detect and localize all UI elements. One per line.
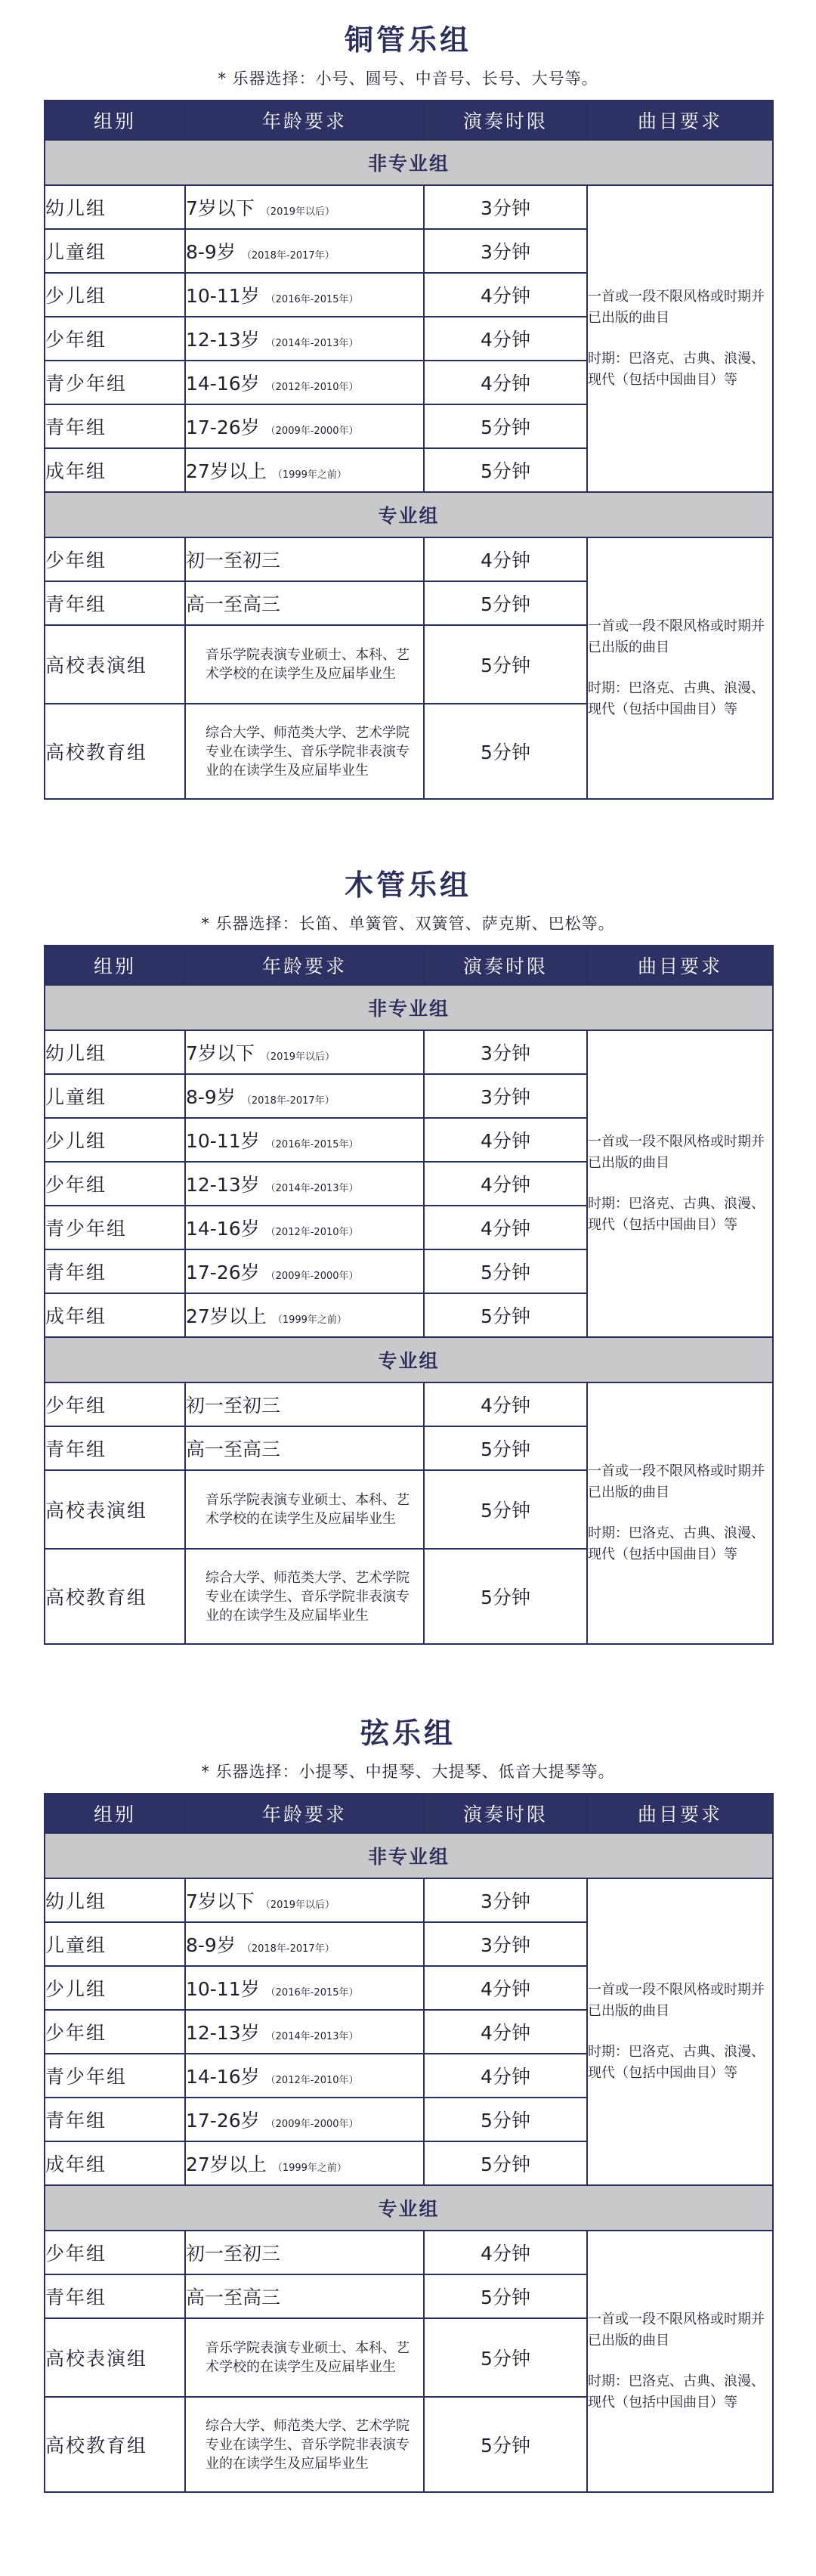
repertoire-text: 一首或一段不限风格或时期并已出版的曲目 xyxy=(588,618,765,655)
group-cell: 青年组 xyxy=(45,2274,185,2318)
age-cell xyxy=(185,1206,424,1249)
table-row xyxy=(45,537,773,581)
requirements-table xyxy=(44,945,774,1645)
age-cell xyxy=(185,185,424,229)
instrument-note: * 乐器选择：小号、圆号、中音号、长号、大号等。 xyxy=(218,70,598,88)
group-cell: 少年组 xyxy=(45,1382,185,1426)
duration-cell: 5分钟 xyxy=(424,2098,587,2141)
duration-cell: 5分钟 xyxy=(424,448,587,492)
duration-cell: 3分钟 xyxy=(424,185,587,229)
group-cell: 少年组 xyxy=(45,1162,185,1206)
age-text: 17-26岁 xyxy=(186,2110,260,2132)
age-text: 14-16岁 xyxy=(186,2066,260,2088)
column-header: 曲目要求 xyxy=(587,101,773,140)
category-band-nonpro: 非专业组 xyxy=(45,140,773,185)
group-cell: 儿童组 xyxy=(45,229,185,273)
section-title: 铜管乐组 xyxy=(344,23,471,57)
category-band-row xyxy=(45,985,773,1030)
repertoire-text: 一首或一段不限风格或时期并已出版的曲目 xyxy=(588,1134,765,1171)
group-cell: 儿童组 xyxy=(45,1922,185,1966)
group-cell: 幼儿组 xyxy=(45,185,185,229)
category-band-row xyxy=(45,1337,773,1382)
duration-cell: 5分钟 xyxy=(424,404,587,448)
table-row xyxy=(45,1030,773,1074)
duration-cell: 3分钟 xyxy=(424,1878,587,1922)
age-text: 27岁以上 xyxy=(186,1305,267,1327)
duration-cell: 3分钟 xyxy=(424,1030,587,1074)
age-text: 17-26岁 xyxy=(186,1262,260,1283)
column-header: 组别 xyxy=(45,101,185,140)
birth-years: （2009年-2000年） xyxy=(265,1271,359,1282)
age-cell: 初一至初三 xyxy=(185,537,424,581)
duration-cell: 4分钟 xyxy=(424,361,587,404)
category-band-pro: 专业组 xyxy=(45,1337,773,1382)
instrument-section xyxy=(0,17,816,848)
birth-years: （2016年-2015年） xyxy=(265,294,359,305)
group-cell: 少年组 xyxy=(45,2010,185,2054)
duration-cell: 4分钟 xyxy=(424,1118,587,1162)
age-text: 10-11岁 xyxy=(186,1978,260,2000)
age-text: 12-13岁 xyxy=(186,2022,260,2044)
group-cell: 少年组 xyxy=(45,317,185,361)
age-text: 12-13岁 xyxy=(186,1174,260,1196)
requirements-table xyxy=(44,1793,774,2493)
repertoire-periods: 时期：巴洛克、古典、浪漫、现代（包括中国曲目）等 xyxy=(588,1525,765,1562)
repertoire-cell xyxy=(587,537,773,799)
requirements-table xyxy=(44,100,774,800)
column-header: 演奏时限 xyxy=(424,101,587,140)
repertoire-text: 一首或一段不限风格或时期并已出版的曲目 xyxy=(588,289,765,326)
column-header: 年龄要求 xyxy=(185,1794,424,1833)
column-header: 演奏时限 xyxy=(424,1794,587,1833)
age-cell xyxy=(185,229,424,273)
age-cell xyxy=(185,404,424,448)
age-cell: 初一至初三 xyxy=(185,1382,424,1426)
duration-cell: 5分钟 xyxy=(424,2141,587,2185)
group-cell: 青年组 xyxy=(45,581,185,625)
group-cell: 少儿组 xyxy=(45,273,185,317)
group-cell: 成年组 xyxy=(45,448,185,492)
birth-years: （2016年-2015年） xyxy=(265,1987,359,1999)
column-header: 年龄要求 xyxy=(185,101,424,140)
age-cell xyxy=(185,1030,424,1074)
group-cell: 青年组 xyxy=(45,1426,185,1470)
age-text: 14-16岁 xyxy=(186,373,260,395)
age-cell xyxy=(185,1074,424,1118)
duration-cell: 4分钟 xyxy=(424,2054,587,2098)
category-band-row xyxy=(45,140,773,185)
duration-cell: 4分钟 xyxy=(424,2010,587,2054)
age-cell xyxy=(185,1878,424,1922)
repertoire-cell xyxy=(587,185,773,492)
group-cell: 成年组 xyxy=(45,1293,185,1337)
group-cell: 成年组 xyxy=(45,2141,185,2185)
repertoire-cell xyxy=(587,1382,773,1644)
age-text: 10-11岁 xyxy=(186,285,260,307)
category-band-pro: 专业组 xyxy=(45,492,773,537)
group-cell: 青少年组 xyxy=(45,2054,185,2098)
age-text: 27岁以上 xyxy=(186,2153,267,2175)
repertoire-text: 一首或一段不限风格或时期并已出版的曲目 xyxy=(588,1982,765,2019)
column-header: 年龄要求 xyxy=(185,946,424,985)
instrument-section xyxy=(0,1710,816,2541)
duration-cell: 5分钟 xyxy=(424,2397,587,2492)
header-row xyxy=(45,1794,773,1833)
group-cell: 高校教育组 xyxy=(45,1549,185,1644)
group-cell: 少年组 xyxy=(45,2231,185,2274)
age-text: 7岁以下 xyxy=(186,197,255,219)
birth-years: （2014年-2013年） xyxy=(265,338,359,349)
age-text: 7岁以下 xyxy=(186,1042,255,1064)
repertoire-cell xyxy=(587,1030,773,1337)
table-row xyxy=(45,185,773,229)
repertoire-text: 一首或一段不限风格或时期并已出版的曲目 xyxy=(588,2311,765,2348)
header-row xyxy=(45,101,773,140)
age-cell xyxy=(185,1293,424,1337)
age-cell xyxy=(185,361,424,404)
age-cell xyxy=(185,1922,424,1966)
column-header: 曲目要求 xyxy=(587,946,773,985)
group-cell: 少年组 xyxy=(45,537,185,581)
birth-years: （2014年-2013年） xyxy=(265,1183,359,1194)
duration-cell: 4分钟 xyxy=(424,317,587,361)
repertoire-periods: 时期：巴洛克、古典、浪漫、现代（包括中国曲目）等 xyxy=(588,2044,765,2081)
birth-years: （1999年之前） xyxy=(272,469,347,481)
age-text: 8-9岁 xyxy=(186,1934,236,1956)
duration-cell: 4分钟 xyxy=(424,273,587,317)
age-text: 17-26岁 xyxy=(186,416,260,438)
age-cell xyxy=(185,2098,424,2141)
category-band-nonpro: 非专业组 xyxy=(45,985,773,1030)
group-cell: 青年组 xyxy=(45,1249,185,1293)
group-cell: 幼儿组 xyxy=(45,1030,185,1074)
birth-years: （2019年以后） xyxy=(260,1051,335,1063)
age-text: 27岁以上 xyxy=(186,460,267,482)
birth-years: （1999年之前） xyxy=(272,2163,347,2174)
age-cell: 高一至高三 xyxy=(185,1426,424,1470)
repertoire-periods: 时期：巴洛克、古典、浪漫、现代（包括中国曲目）等 xyxy=(588,351,765,388)
birth-years: （2019年以后） xyxy=(260,206,335,218)
group-cell: 少儿组 xyxy=(45,1966,185,2010)
column-header: 组别 xyxy=(45,1794,185,1833)
column-header: 组别 xyxy=(45,946,185,985)
duration-cell: 5分钟 xyxy=(424,1293,587,1337)
birth-years: （2014年-2013年） xyxy=(265,2031,359,2042)
group-cell: 青少年组 xyxy=(45,1206,185,1249)
column-header: 演奏时限 xyxy=(424,946,587,985)
duration-cell: 3分钟 xyxy=(424,1074,587,1118)
duration-cell: 5分钟 xyxy=(424,2274,587,2318)
group-cell: 青少年组 xyxy=(45,361,185,404)
duration-cell: 4分钟 xyxy=(424,537,587,581)
duration-cell: 5分钟 xyxy=(424,581,587,625)
age-cell xyxy=(185,448,424,492)
age-text: 12-13岁 xyxy=(186,329,260,351)
age-cell: 综合大学、师范类大学、艺术学院专业在读学生、音乐学院非表演专业的在读学生及应届毕业生 xyxy=(185,1549,424,1644)
category-band-row xyxy=(45,492,773,537)
duration-cell: 3分钟 xyxy=(424,1922,587,1966)
duration-cell: 5分钟 xyxy=(424,625,587,704)
age-cell: 高一至高三 xyxy=(185,2274,424,2318)
age-cell xyxy=(185,2054,424,2098)
age-cell xyxy=(185,1249,424,1293)
birth-years: （2012年-2010年） xyxy=(265,1227,359,1238)
repertoire-periods: 时期：巴洛克、古典、浪漫、现代（包括中国曲目）等 xyxy=(588,680,765,717)
duration-cell: 4分钟 xyxy=(424,1206,587,1249)
birth-years: （2012年-2010年） xyxy=(265,382,359,393)
birth-years: （2018年-2017年） xyxy=(241,250,335,262)
instrument-note: * 乐器选择：小提琴、中提琴、大提琴、低音大提琴等。 xyxy=(201,1763,615,1781)
age-cell xyxy=(185,2141,424,2185)
duration-cell: 5分钟 xyxy=(424,1249,587,1293)
age-cell xyxy=(185,1118,424,1162)
header-row xyxy=(45,946,773,985)
repertoire-periods: 时期：巴洛克、古典、浪漫、现代（包括中国曲目）等 xyxy=(588,2373,765,2410)
age-text: 10-11岁 xyxy=(186,1130,260,1152)
duration-cell: 5分钟 xyxy=(424,1426,587,1470)
table-row xyxy=(45,1878,773,1922)
age-cell xyxy=(185,273,424,317)
duration-cell: 4分钟 xyxy=(424,2231,587,2274)
duration-cell: 4分钟 xyxy=(424,1382,587,1426)
age-cell: 综合大学、师范类大学、艺术学院专业在读学生、音乐学院非表演专业的在读学生及应届毕业生 xyxy=(185,2397,424,2492)
age-cell xyxy=(185,1966,424,2010)
duration-cell: 3分钟 xyxy=(424,229,587,273)
age-cell: 音乐学院表演专业硕士、本科、艺术学校的在读学生及应届毕业生 xyxy=(185,2318,424,2397)
section-title: 木管乐组 xyxy=(344,868,471,902)
age-cell: 初一至初三 xyxy=(185,2231,424,2274)
duration-cell: 5分钟 xyxy=(424,2318,587,2397)
age-text: 14-16岁 xyxy=(186,1218,260,1240)
duration-cell: 5分钟 xyxy=(424,1470,587,1549)
group-cell: 青年组 xyxy=(45,404,185,448)
repertoire-periods: 时期：巴洛克、古典、浪漫、现代（包括中国曲目）等 xyxy=(588,1196,765,1233)
age-text: 8-9岁 xyxy=(186,1086,236,1108)
duration-cell: 4分钟 xyxy=(424,1162,587,1206)
age-text: 8-9岁 xyxy=(186,241,236,263)
column-header: 曲目要求 xyxy=(587,1794,773,1833)
section-title: 弦乐组 xyxy=(360,1717,456,1750)
group-cell: 儿童组 xyxy=(45,1074,185,1118)
age-cell xyxy=(185,1162,424,1206)
age-cell xyxy=(185,2010,424,2054)
birth-years: （1999年之前） xyxy=(272,1314,347,1326)
group-cell: 高校表演组 xyxy=(45,625,185,704)
category-band-pro: 专业组 xyxy=(45,2185,773,2231)
repertoire-cell xyxy=(587,1878,773,2185)
group-cell: 高校表演组 xyxy=(45,2318,185,2397)
group-cell: 青年组 xyxy=(45,2098,185,2141)
category-band-nonpro: 非专业组 xyxy=(45,1833,773,1878)
birth-years: （2009年-2000年） xyxy=(265,426,359,437)
duration-cell: 5分钟 xyxy=(424,704,587,799)
birth-years: （2016年-2015年） xyxy=(265,1139,359,1150)
table-row xyxy=(45,2231,773,2274)
group-cell: 高校教育组 xyxy=(45,704,185,799)
group-cell: 高校教育组 xyxy=(45,2397,185,2492)
group-cell: 高校表演组 xyxy=(45,1470,185,1549)
category-band-row xyxy=(45,1833,773,1878)
age-cell: 音乐学院表演专业硕士、本科、艺术学校的在读学生及应届毕业生 xyxy=(185,625,424,704)
birth-years: （2018年-2017年） xyxy=(241,1943,335,1955)
instrument-note: * 乐器选择：长笛、单簧管、双簧管、萨克斯、巴松等。 xyxy=(201,915,615,933)
birth-years: （2019年以后） xyxy=(260,1899,335,1911)
age-cell xyxy=(185,317,424,361)
repertoire-cell xyxy=(587,2231,773,2492)
age-cell: 高一至高三 xyxy=(185,581,424,625)
instrument-section xyxy=(0,862,816,1693)
birth-years: （2009年-2000年） xyxy=(265,2119,359,2130)
age-cell: 音乐学院表演专业硕士、本科、艺术学校的在读学生及应届毕业生 xyxy=(185,1470,424,1549)
category-band-row xyxy=(45,2185,773,2231)
group-cell: 少儿组 xyxy=(45,1118,185,1162)
repertoire-text: 一首或一段不限风格或时期并已出版的曲目 xyxy=(588,1463,765,1500)
age-cell: 综合大学、师范类大学、艺术学院专业在读学生、音乐学院非表演专业的在读学生及应届毕业生 xyxy=(185,704,424,799)
group-cell: 幼儿组 xyxy=(45,1878,185,1922)
birth-years: （2012年-2010年） xyxy=(265,2075,359,2086)
age-text: 7岁以下 xyxy=(186,1890,255,1912)
duration-cell: 4分钟 xyxy=(424,1966,587,2010)
birth-years: （2018年-2017年） xyxy=(241,1095,335,1107)
duration-cell: 5分钟 xyxy=(424,1549,587,1644)
table-row xyxy=(45,1382,773,1426)
